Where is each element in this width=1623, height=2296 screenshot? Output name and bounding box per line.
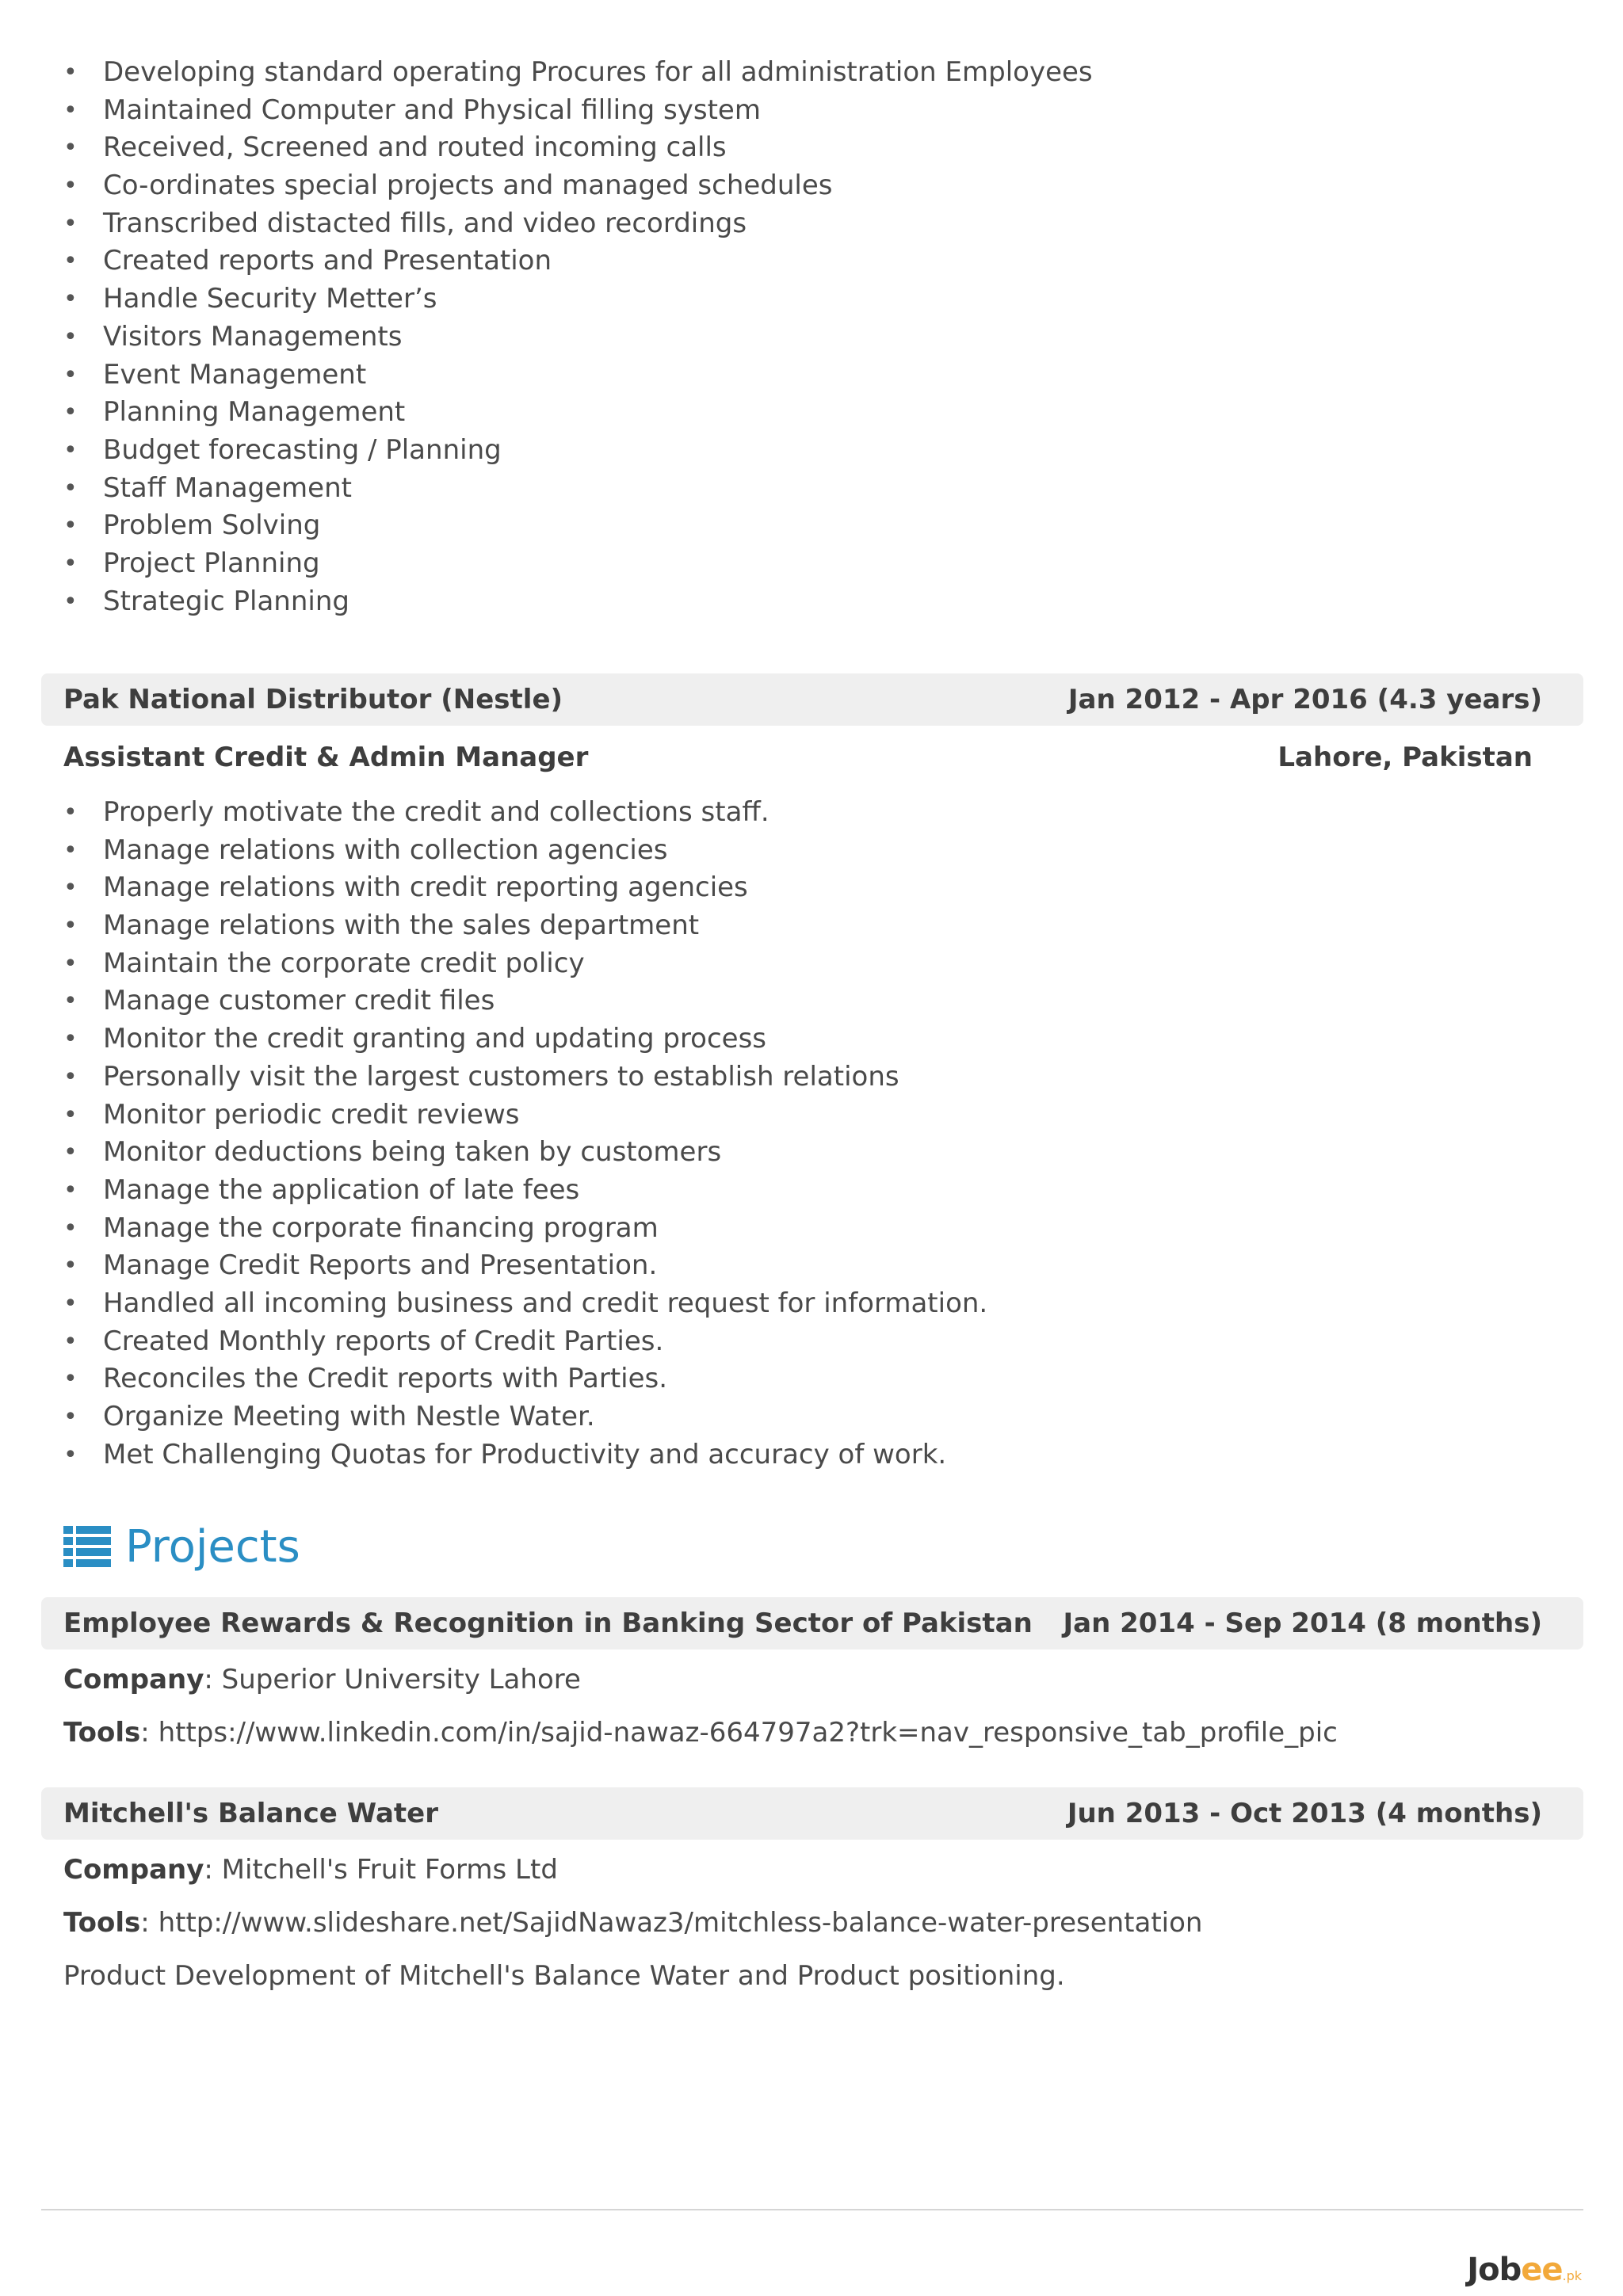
list-item: • Manage the corporate financing program xyxy=(63,1210,987,1248)
list-item: • Manage the application of late fees xyxy=(63,1172,987,1210)
list-item: • Properly motivate the credit and collections staff. xyxy=(63,794,987,832)
list-item: • Manage relations with credit reporting agencies xyxy=(63,869,987,907)
projects-heading xyxy=(63,1515,300,1578)
tools-label: Tools xyxy=(63,1717,141,1749)
footer-divider xyxy=(41,2209,1583,2210)
company-label: Company xyxy=(63,1854,204,1886)
project-company: Superior University Lahore xyxy=(221,1664,581,1695)
project-company-line: Company: Superior University Lahore xyxy=(63,1664,581,1695)
list-item: • Created reports and Presentation xyxy=(63,242,1093,280)
list-item: • Transcribed distacted fills, and video recordings xyxy=(63,205,1093,243)
list-item: • Planning Management xyxy=(63,394,1093,432)
list-item: • Developing standard operating Procures for all administration Employees xyxy=(63,54,1093,92)
list-icon xyxy=(63,1524,111,1569)
list-item: • Monitor deductions being taken by customers xyxy=(63,1134,987,1172)
project-company: Mitchell's Fruit Forms Ltd xyxy=(221,1854,558,1886)
list-item: • Created Monthly reports of Credit Parties. xyxy=(63,1323,987,1361)
project-company-line: Company: Mitchell's Fruit Forms Ltd xyxy=(63,1854,558,1886)
job-header-bar xyxy=(41,673,1583,726)
list-item: • Event Management xyxy=(63,357,1093,395)
list-item: • Budget forecasting / Planning xyxy=(63,432,1093,470)
list-item: • Monitor periodic credit reviews xyxy=(63,1097,987,1135)
project-tools-line: Tools: https://www.linkedin.com/in/sajid-nawaz-664797a2?trk=nav_responsive_tab_profile_pic xyxy=(63,1717,1338,1749)
list-item: • Reconciles the Credit reports with Parties. xyxy=(63,1360,987,1398)
project-title: Employee Rewards & Recognition in Banking Sector of Pakistan xyxy=(63,1608,1033,1639)
section-title: Projects xyxy=(125,1520,300,1573)
tools-label: Tools xyxy=(63,1907,141,1939)
project-dates: Jan 2014 - Sep 2014 (8 months) xyxy=(1063,1608,1542,1639)
project-title: Mitchell's Balance Water xyxy=(63,1798,438,1829)
project-tools-link[interactable]: https://www.linkedin.com/in/sajid-nawaz-664797a2?trk=nav_responsive_tab_profile_pic xyxy=(158,1717,1338,1749)
project-tools-line: Tools: http://www.slideshare.net/SajidNawaz3/mitchless-balance-water-presentation xyxy=(63,1907,1203,1939)
logo-text-ee: ee xyxy=(1521,2252,1563,2288)
list-item: • Project Planning xyxy=(63,545,1093,583)
list-item: • Strategic Planning xyxy=(63,583,1093,621)
list-item: • Problem Solving xyxy=(63,507,1093,545)
list-item: • Maintain the corporate credit policy xyxy=(63,945,987,983)
list-item: • Manage customer credit files xyxy=(63,982,987,1020)
list-item: • Visitors Managements xyxy=(63,318,1093,357)
company-name: Pak National Distributor (Nestle) xyxy=(63,684,563,715)
list-item: • Manage relations with the sales department xyxy=(63,907,987,945)
logo-text-job: Job xyxy=(1467,2252,1522,2288)
logo-text-pk: .pk xyxy=(1562,2268,1582,2283)
list-item: • Maintained Computer and Physical filling system xyxy=(63,92,1093,130)
list-item: • Manage Credit Reports and Presentation. xyxy=(63,1247,987,1285)
job-location: Lahore, Pakistan xyxy=(1277,742,1533,773)
job-title: Assistant Credit & Admin Manager xyxy=(63,742,589,773)
list-item: • Personally visit the largest customers to establish relations xyxy=(63,1058,987,1097)
project-header-bar xyxy=(41,1787,1583,1840)
project-dates: Jun 2013 - Oct 2013 (4 months) xyxy=(1067,1798,1542,1829)
project-header-bar xyxy=(41,1597,1583,1650)
project-description: Product Development of Mitchell's Balance Water and Product positioning. xyxy=(63,1960,1065,1992)
list-item: • Received, Screened and routed incoming calls xyxy=(63,129,1093,167)
job-role-row xyxy=(63,742,1533,773)
credit-duties-list xyxy=(63,794,987,1474)
list-item: • Organize Meeting with Nestle Water. xyxy=(63,1398,987,1436)
job-dates: Jan 2012 - Apr 2016 (4.3 years) xyxy=(1067,684,1542,715)
list-item: • Staff Management xyxy=(63,470,1093,508)
list-item: • Handle Security Metter’s xyxy=(63,280,1093,318)
list-item: • Manage relations with collection agencies xyxy=(63,832,987,870)
admin-duties-list xyxy=(63,54,1093,620)
list-item: • Co-ordinates special projects and managed schedules xyxy=(63,167,1093,205)
company-label: Company xyxy=(63,1664,204,1695)
list-item: • Met Challenging Quotas for Productivity and accuracy of work. xyxy=(63,1436,987,1474)
list-item: • Monitor the credit granting and updating process xyxy=(63,1020,987,1058)
project-tools-link[interactable]: http://www.slideshare.net/SajidNawaz3/mitchless-balance-water-presentation xyxy=(158,1907,1203,1939)
list-item: • Handled all incoming business and credit request for information. xyxy=(63,1285,987,1323)
jobee-logo xyxy=(1467,2252,1582,2288)
